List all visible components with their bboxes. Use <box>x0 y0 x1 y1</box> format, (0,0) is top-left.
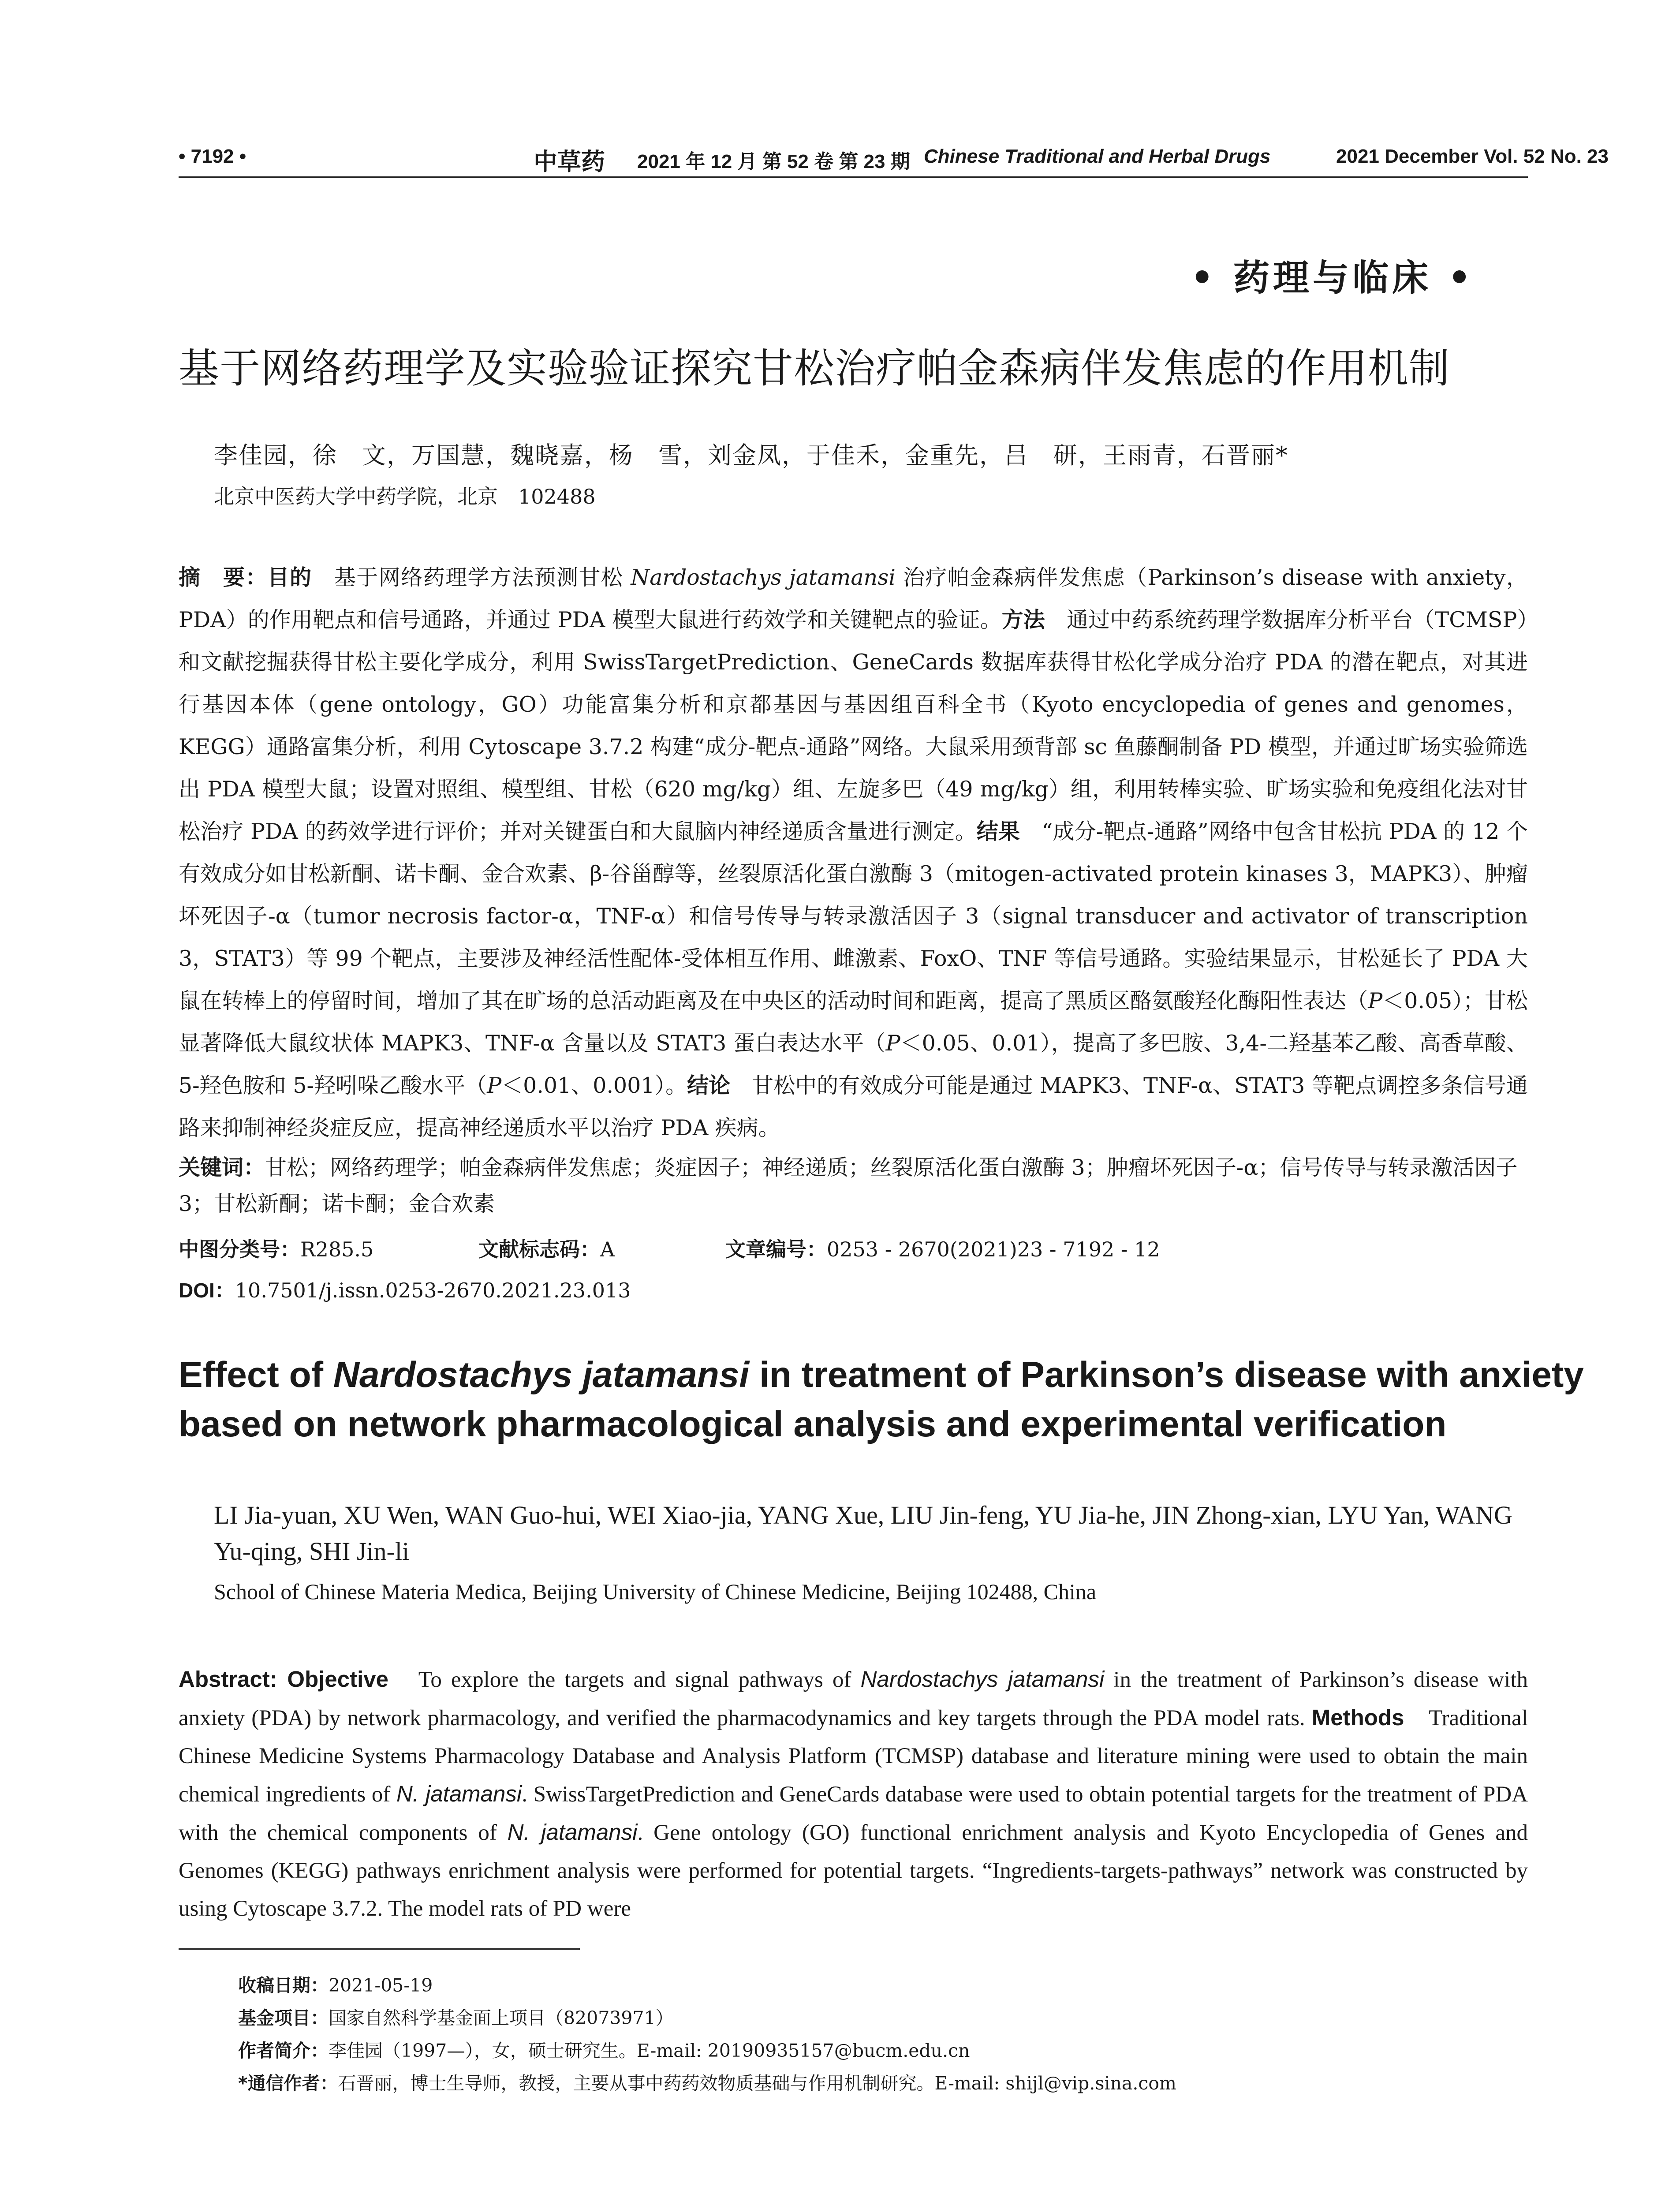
doi-line <box>179 1274 631 1304</box>
section-label: • 药理与临床 • <box>1191 257 1475 299</box>
conclusion-label: 结论 <box>687 1073 731 1098</box>
keywords-label: 关键词： <box>179 1155 265 1180</box>
article-title-en <box>179 1350 1584 1449</box>
species-name-en: Nardostachys jatamansi <box>860 1667 1105 1692</box>
corr-label: *通信作者： <box>238 2073 338 2094</box>
objective-en-text: To explore the targets and signal pathways of <box>388 1667 861 1692</box>
results-text-b: ＜0.05）；甘松显著降低大鼠纹状体 MAPK3、TNF-α 含量以及 STAT3 蛋白表达水平（ <box>179 988 1528 1056</box>
doi-label: DOI： <box>179 1279 235 1302</box>
fund-value: 国家自然科学基金面上项目（82073971） <box>329 2007 674 2029</box>
received-value: 2021-05-19 <box>329 1975 433 1996</box>
results-text: “成分-靶点-通路”网络中包含甘松抗 PDA 的 12 个有效成分如甘松新酮、诺卡酮、金合欢素、β-谷甾醇等，丝裂原活化蛋白激酶 3（mitogen-activated protein kinases 3，MAPK3）、肿瘤坏死因子-α（tumor necrosis factor-α，TNF-α）和信号传导与转录激活因子 3（signal transducer and activator of transcription 3，STAT3）等 99 个靶点，主要涉及神经活性配体-受体相互作用、雌激素、FoxO、TNF 等信号通路。实验结果显示，甘松延长了 PDA 大鼠在转棒上的停留时间，增加了其在旷场的总活动距离及在中央区的活动时间和距离，提高了黑质区酪氨酸羟化酶阳性表达（ <box>179 819 1528 1013</box>
keywords-text: 甘松；网络药理学；帕金森病伴发焦虑；炎症因子；神经递质；丝裂原活化蛋白激酶 3；肿瘤坏死因子-α；信号传导与转录激活因子 3；甘松新酮；诺卡酮；金合欢素 <box>179 1155 1518 1216</box>
author-bio-value: 李佳园（1997—），女，硕士研究生。E-mail: 20190935157@bucm.edu.cn <box>329 2040 970 2061</box>
results-text-c: ＜0.05、0.01），提高了多巴胺、3,4-二羟基苯乙酸、高香草酸、5-羟色胺和 5-羟吲哚乙酸水平（ <box>179 1031 1528 1098</box>
footnote-rule <box>179 1948 580 1950</box>
affiliation-zh: 北京中医药大学中药学院，北京 102488 <box>214 485 596 508</box>
methods-label: 方法 <box>1001 607 1045 632</box>
affiliation-en: School of Chinese Materia Medica, Beijing University of Chinese Medicine, Beijing 102488, China <box>214 1579 1097 1604</box>
p-symbol: P <box>885 1031 900 1056</box>
results-text-d: ＜0.01、0.001）。 <box>501 1073 687 1098</box>
methods-text: 通过中药系统药理学数据库分析平台（TCMSP）和文献挖掘获得甘松主要化学成分，利用 SwissTargetPrediction、GeneCards 数据库获得甘松化学成分治疗 PDA 的潜在靶点，对其进行基因本体（gene ontology，GO）功能富集分析和京都基因与基因组百科全书（Kyoto encyclopedia of genes and genomes，KEGG）通路富集分析，利用 Cytoscape 3.7.2 构建“成分-靶点-通路”网络。大鼠采用颈背部 sc 鱼藤酮制备 PD 模型，并通过旷场实验筛选出 PDA 模型大鼠；设置对照组、模型组、甘松（620 mg/kg）组、左旋多巴（49 mg/kg）组，利用转棒实验、旷场实验和免疫组化法对甘松治疗 PDA 的药效学进行评价；并对关键蛋白和大鼠脑内神经递质含量进行测定。 <box>179 607 1528 844</box>
received-label: 收稿日期： <box>238 1975 329 1996</box>
received-date <box>238 1969 1517 2002</box>
author-bio <box>238 2034 1517 2067</box>
footnotes <box>238 1969 1517 2100</box>
abstract-label: 摘 要： <box>179 565 268 590</box>
document-code <box>478 1233 615 1263</box>
objective-en-text-cont: in the treatment of Parkinson’s disease with anxiety (PDA) by network pharmacology, and verified the pharmacodynamics and key targets through the PDA model rats. <box>179 1667 1528 1730</box>
corresponding-author <box>238 2067 1517 2100</box>
fund-project <box>238 2002 1517 2034</box>
doc-value: A <box>600 1237 615 1261</box>
objective-text-cont: 治疗帕金森病伴发焦虑（Parkinson’s disease with anxiety，PDA）的作用靶点和信号通路，并通过 PDA 模型大鼠进行药效学和关键靶点的验证。 <box>179 565 1528 632</box>
author-bio-label: 作者简介： <box>238 2040 329 2061</box>
clc-value: R285.5 <box>300 1237 374 1261</box>
corr-value: 石晋丽，博士生导师，教授，主要从事中药药效物质基础与作用机制研究。E-mail: shijl@vip.sina.com <box>338 2073 1176 2094</box>
conclusion-text: 甘松中的有效成分可能是通过 MAPK3、TNF-α、STAT3 等靶点调控多条信号通路来抑制神经炎症反应，提高神经递质水平以治疗 PDA 疾病。 <box>179 1073 1528 1140</box>
running-header <box>179 146 1609 181</box>
article-number <box>725 1233 1160 1263</box>
article-value: 0253 - 2670(2021)23 - 7192 - 12 <box>827 1237 1160 1261</box>
title-en-part1: Effect of <box>179 1355 333 1395</box>
clc-number <box>179 1233 373 1263</box>
header-rule <box>179 176 1528 178</box>
journal-name-en: Chinese Traditional and Herbal Drugs <box>924 146 1271 167</box>
classification-line <box>179 1233 1528 1264</box>
methods-en-text-c: . Gene ontology (GO) functional enrichment analysis and Kyoto Encyclopedia of Genes and Genomes (KEGG) pathways enrichment analysis were performed for potential targets. “Ingredients-targets-pathways” network was constructed by using Cytoscape 3.7.2. The model rats of PD were <box>179 1820 1528 1921</box>
author-list-zh: 李佳园，徐 文，万国慧，魏晓嘉，杨 雪，刘金凤，于佳禾，金重先，吕 研，王雨青，石晋丽* <box>214 441 1288 469</box>
article-label: 文章编号： <box>725 1237 827 1261</box>
methods-en-label: Methods <box>1311 1705 1404 1730</box>
abstract-en <box>179 1660 1528 1928</box>
page-number: • 7192 • <box>179 146 246 167</box>
results-label: 结果 <box>976 819 1020 844</box>
abstract-zh <box>179 557 1528 1149</box>
title-en-line-1 <box>179 1350 1584 1400</box>
journal-name-zh: 中草药 <box>534 147 605 176</box>
issue-info-en: 2021 December Vol. 52 No. 23 <box>1336 146 1609 167</box>
clc-label: 中图分类号： <box>179 1237 300 1261</box>
objective-label: 目的 <box>267 565 312 590</box>
issue-info-zh: 2021 年 12 月 第 52 卷 第 23 期 <box>637 151 910 172</box>
p-symbol: P <box>487 1073 502 1098</box>
species-short-1: N. jatamansi <box>396 1781 522 1806</box>
methods-en-text-b: . SwissTargetPrediction and GeneCards database were used to obtain potential targets for the treatment of PDA with the chemical components of <box>179 1782 1528 1845</box>
p-symbol: P <box>1368 988 1383 1013</box>
species-short-2: N. jatamansi <box>507 1820 638 1845</box>
article-title-zh: 基于网络药理学及实验验证探究甘松治疗帕金森病伴发焦虑的作用机制 <box>179 345 1450 392</box>
objective-text: 基于网络药理学方法预测甘松 <box>312 565 631 590</box>
fund-label: 基金项目： <box>238 2007 329 2029</box>
methods-en-text: Traditional Chinese Medicine Systems Pharmacology Database and Analysis Platform (TCMSP) database and literature mining were used to obtain the main chemical ingredients of <box>179 1706 1528 1807</box>
title-en-line-2: based on network pharmacological analysis and experimental verification <box>179 1404 1447 1444</box>
keywords-zh <box>179 1150 1528 1222</box>
title-en-part2: in treatment of Parkinson’s disease with anxiety <box>749 1355 1584 1395</box>
doc-label: 文献标志码： <box>478 1237 600 1261</box>
author-list-en: LI Jia-yuan, XU Wen, WAN Guo-hui, WEI Xiao-jia, YANG Xue, LIU Jin-feng, YU Jia-he, JIN Zhong-xian, LYU Yan, WANG Yu-qing, SHI Jin-li <box>214 1501 1512 1566</box>
doi-value[interactable]: 10.7501/j.issn.0253-2670.2021.23.013 <box>235 1278 631 1302</box>
species-name: Nardostachys jatamansi <box>631 565 896 590</box>
abstract-en-label: Abstract: Objective <box>179 1667 389 1692</box>
title-en-species: Nardostachys jatamansi <box>333 1355 750 1395</box>
